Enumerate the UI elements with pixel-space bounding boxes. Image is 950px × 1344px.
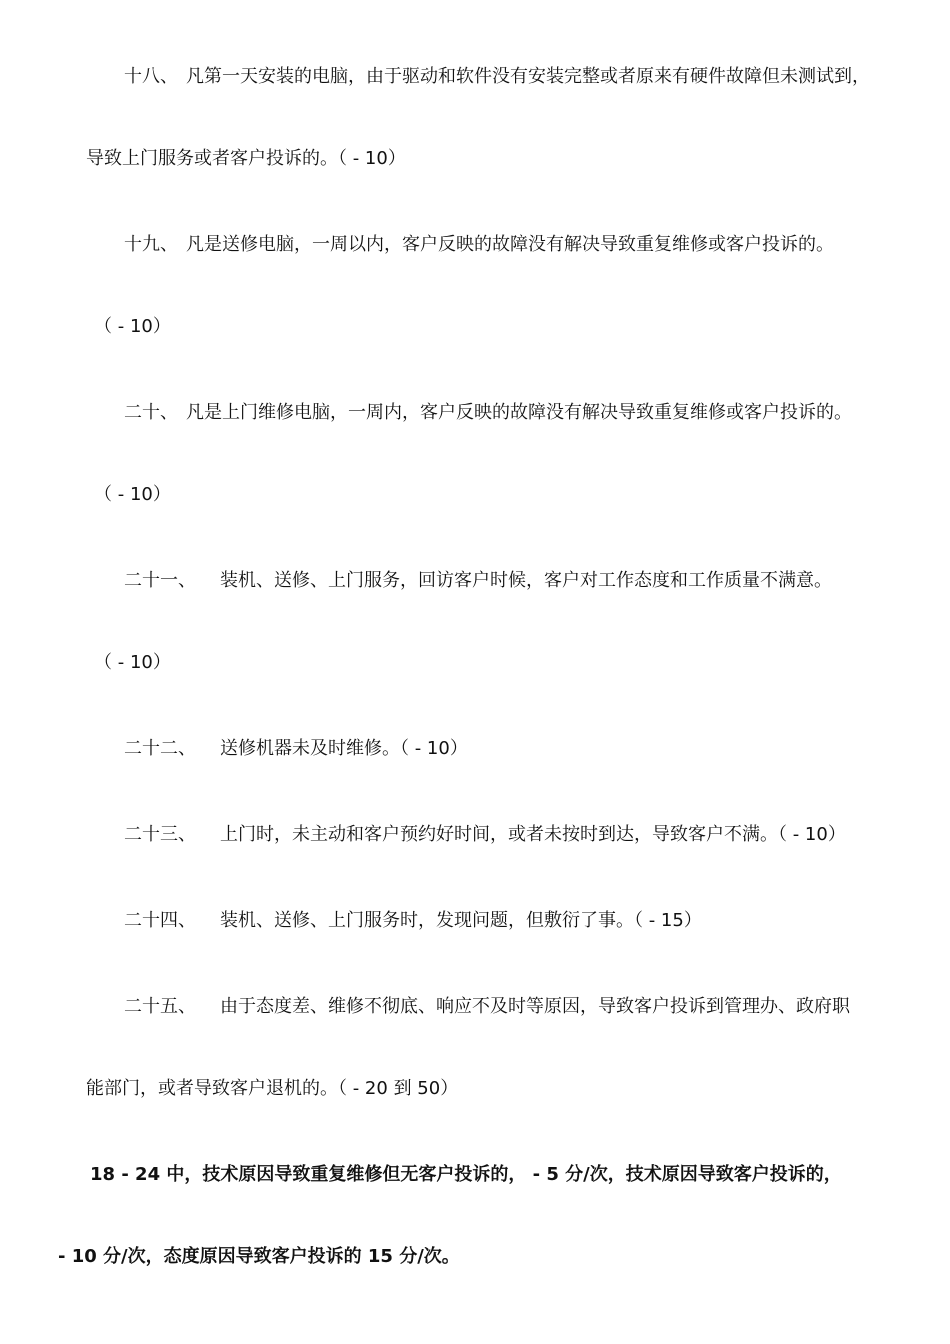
item-23-text: 上门时，未主动和客户预约好时间，或者未按时到达，导致客户不满。（ - 10）	[220, 824, 846, 845]
item-20-line-1	[124, 401, 852, 425]
item-24-number: 二十四、	[124, 910, 196, 931]
item-18-number: 十八、	[124, 66, 178, 87]
item-19-line-1	[124, 233, 834, 257]
item-21-line-1	[124, 569, 832, 593]
item-23-line-1	[124, 823, 846, 847]
item-21-line-2: （ - 10）	[94, 652, 171, 673]
item-21-number: 二十一、	[124, 570, 196, 591]
item-18-text: 凡第一天安装的电脑，由于驱动和软件没有安装完整或者原来有硬件故障但未测试到，	[186, 66, 870, 87]
scoring-note-line-1: 18 - 24 中，技术原因导致重复维修但无客户投诉的， - 5 分/次，技术原因导致客户投诉的，	[90, 1164, 842, 1185]
item-24-line-1	[124, 909, 702, 933]
item-25-line-1	[124, 995, 850, 1019]
item-22-text: 送修机器未及时维修。（ - 10）	[220, 738, 468, 759]
item-18-line-1	[124, 65, 870, 89]
item-25-text: 由于态度差、维修不彻底、响应不及时等原因，导致客户投诉到管理办、政府职	[220, 996, 850, 1017]
item-22-number: 二十二、	[124, 738, 196, 759]
item-18-line-2: 导致上门服务或者客户投诉的。（ - 10）	[86, 148, 406, 169]
item-24-text: 装机、送修、上门服务时，发现问题，但敷衍了事。（ - 15）	[220, 910, 702, 931]
item-20-number: 二十、	[124, 402, 178, 423]
scoring-note-line-2: - 10 分/次，态度原因导致客户投诉的 15 分/次。	[58, 1246, 460, 1267]
item-19-line-2: （ - 10）	[94, 316, 171, 337]
item-25-number: 二十五、	[124, 996, 196, 1017]
item-19-text: 凡是送修电脑，一周以内，客户反映的故障没有解决导致重复维修或客户投诉的。	[186, 234, 834, 255]
item-20-line-2: （ - 10）	[94, 484, 171, 505]
item-23-number: 二十三、	[124, 824, 196, 845]
item-19-number: 十九、	[124, 234, 178, 255]
item-20-text: 凡是上门维修电脑，一周内，客户反映的故障没有解决导致重复维修或客户投诉的。	[186, 402, 852, 423]
item-22-line-1	[124, 737, 468, 761]
item-21-text: 装机、送修、上门服务，回访客户时候，客户对工作态度和工作质量不满意。	[220, 570, 832, 591]
item-25-line-2: 能部门，或者导致客户退机的。（ - 20 到 50）	[86, 1078, 459, 1099]
